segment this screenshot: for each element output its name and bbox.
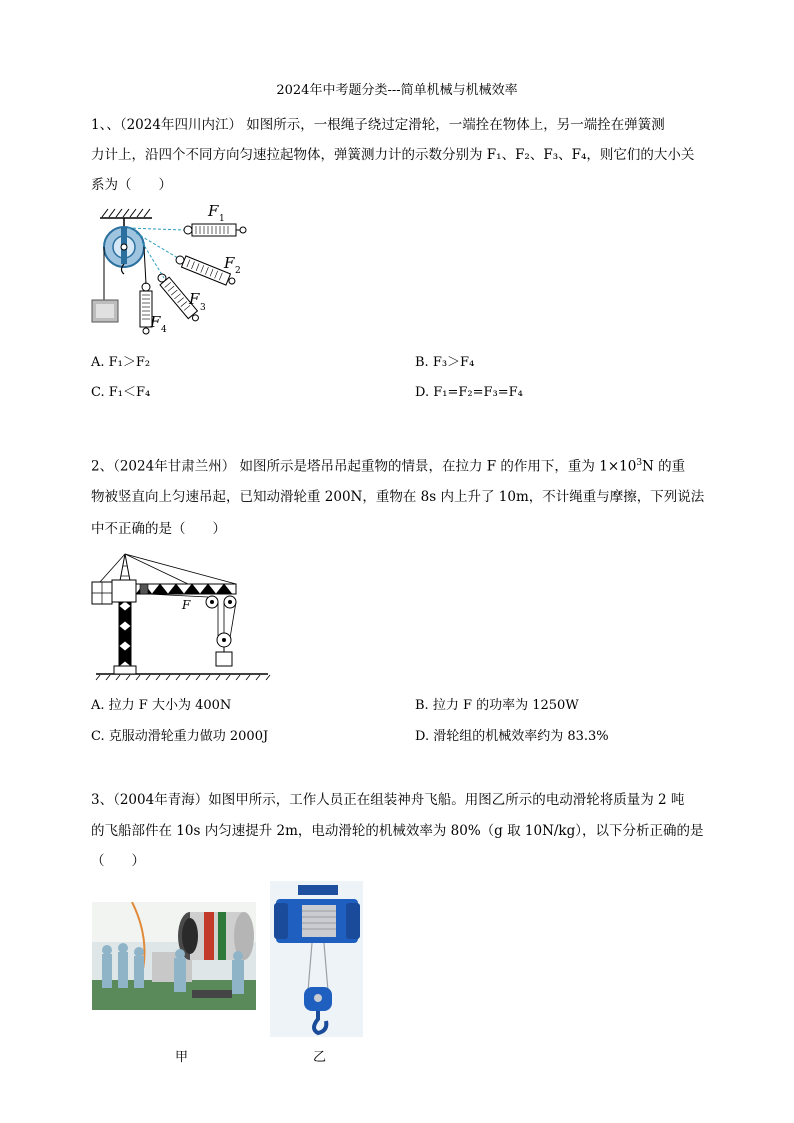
q2-option-c[interactable]: C. 克服动滑轮重力做功 2000J: [91, 729, 269, 744]
q2-crane-figure: [88, 548, 272, 682]
q2-stem-line1: [91, 454, 685, 476]
q3-photo-jia: [92, 902, 256, 1010]
caption-yi: 乙: [313, 1050, 327, 1065]
q2-option-d[interactable]: D. 滑轮组的机械效率约为 83.3%: [415, 729, 609, 744]
q1-stem-line1: 1、、（2024年四川内江） 如图所示，一根绳子绕过定滑轮，一端拴在物体上，另一端拴在弹簧测: [91, 117, 665, 133]
q2-stem-line1-main: 2、（2024年甘肃兰州） 如图所示是塔吊吊起重物的情景，在拉力 F 的作用下，重为 1×10: [91, 458, 637, 475]
q3-stem-line3: （ ）: [91, 853, 145, 869]
q1-option-d[interactable]: D. F₁=F₂=F₃=F₄: [415, 385, 523, 400]
q1-pulley-figure: [88, 200, 268, 340]
q1-stem-line3: 系为（ ）: [91, 177, 172, 193]
q2-stem-line1-end: N 的重: [642, 458, 686, 475]
q3-stem-line1: 3、（2004年青海）如图甲所示，工作人员正在组装神舟飞船。用图乙所示的电动滑轮将质量为 2 吨: [91, 792, 685, 808]
label-f: F: [182, 598, 191, 612]
q3-photo-yi: [270, 881, 363, 1037]
q2-option-a[interactable]: A. 拉力 F 大小为 400N: [91, 698, 232, 713]
page-title: 2024年中考题分类---简单机械与机械效率: [276, 83, 518, 98]
caption-jia: 甲: [175, 1050, 189, 1065]
q2-stem-exponent: 3: [636, 458, 643, 468]
label-f1: F: [208, 202, 219, 220]
label-f3: F: [189, 290, 200, 308]
label-f1-sub: 1: [219, 214, 225, 224]
label-f4-sub: 4: [161, 325, 167, 335]
q2-stem-line2: 物被竖直向上匀速吊起，已知动滑轮重 200N，重物在 8s 内上升了 10m，不计绳重与摩擦，下列说法: [91, 489, 705, 505]
q3-stem-line2: 的飞船部件在 10s 内匀速提升 2m，电动滑轮的机械效率为 80%（g 取 10N/kg），以下分析正确的是: [91, 823, 704, 839]
label-f3-sub: 3: [200, 303, 206, 313]
q2-option-b[interactable]: B. 拉力 F 的功率为 1250W: [415, 698, 579, 713]
q1-option-c[interactable]: C. F₁＜F₄: [91, 385, 151, 400]
label-f2-sub: 2: [235, 266, 241, 276]
label-f2: F: [224, 254, 235, 272]
q1-option-b[interactable]: B. F₃＞F₄: [415, 355, 475, 370]
label-f4: F: [150, 313, 161, 331]
q1-option-a[interactable]: A. F₁＞F₂: [91, 355, 151, 370]
q1-stem-line2: 力计上，沿四个不同方向匀速拉起物体，弹簧测力计的示数分别为 F₁、F₂、F₃、F₄，则它们的大小关: [91, 147, 695, 163]
q2-stem-line3: 中不正确的是（ ）: [91, 521, 226, 537]
